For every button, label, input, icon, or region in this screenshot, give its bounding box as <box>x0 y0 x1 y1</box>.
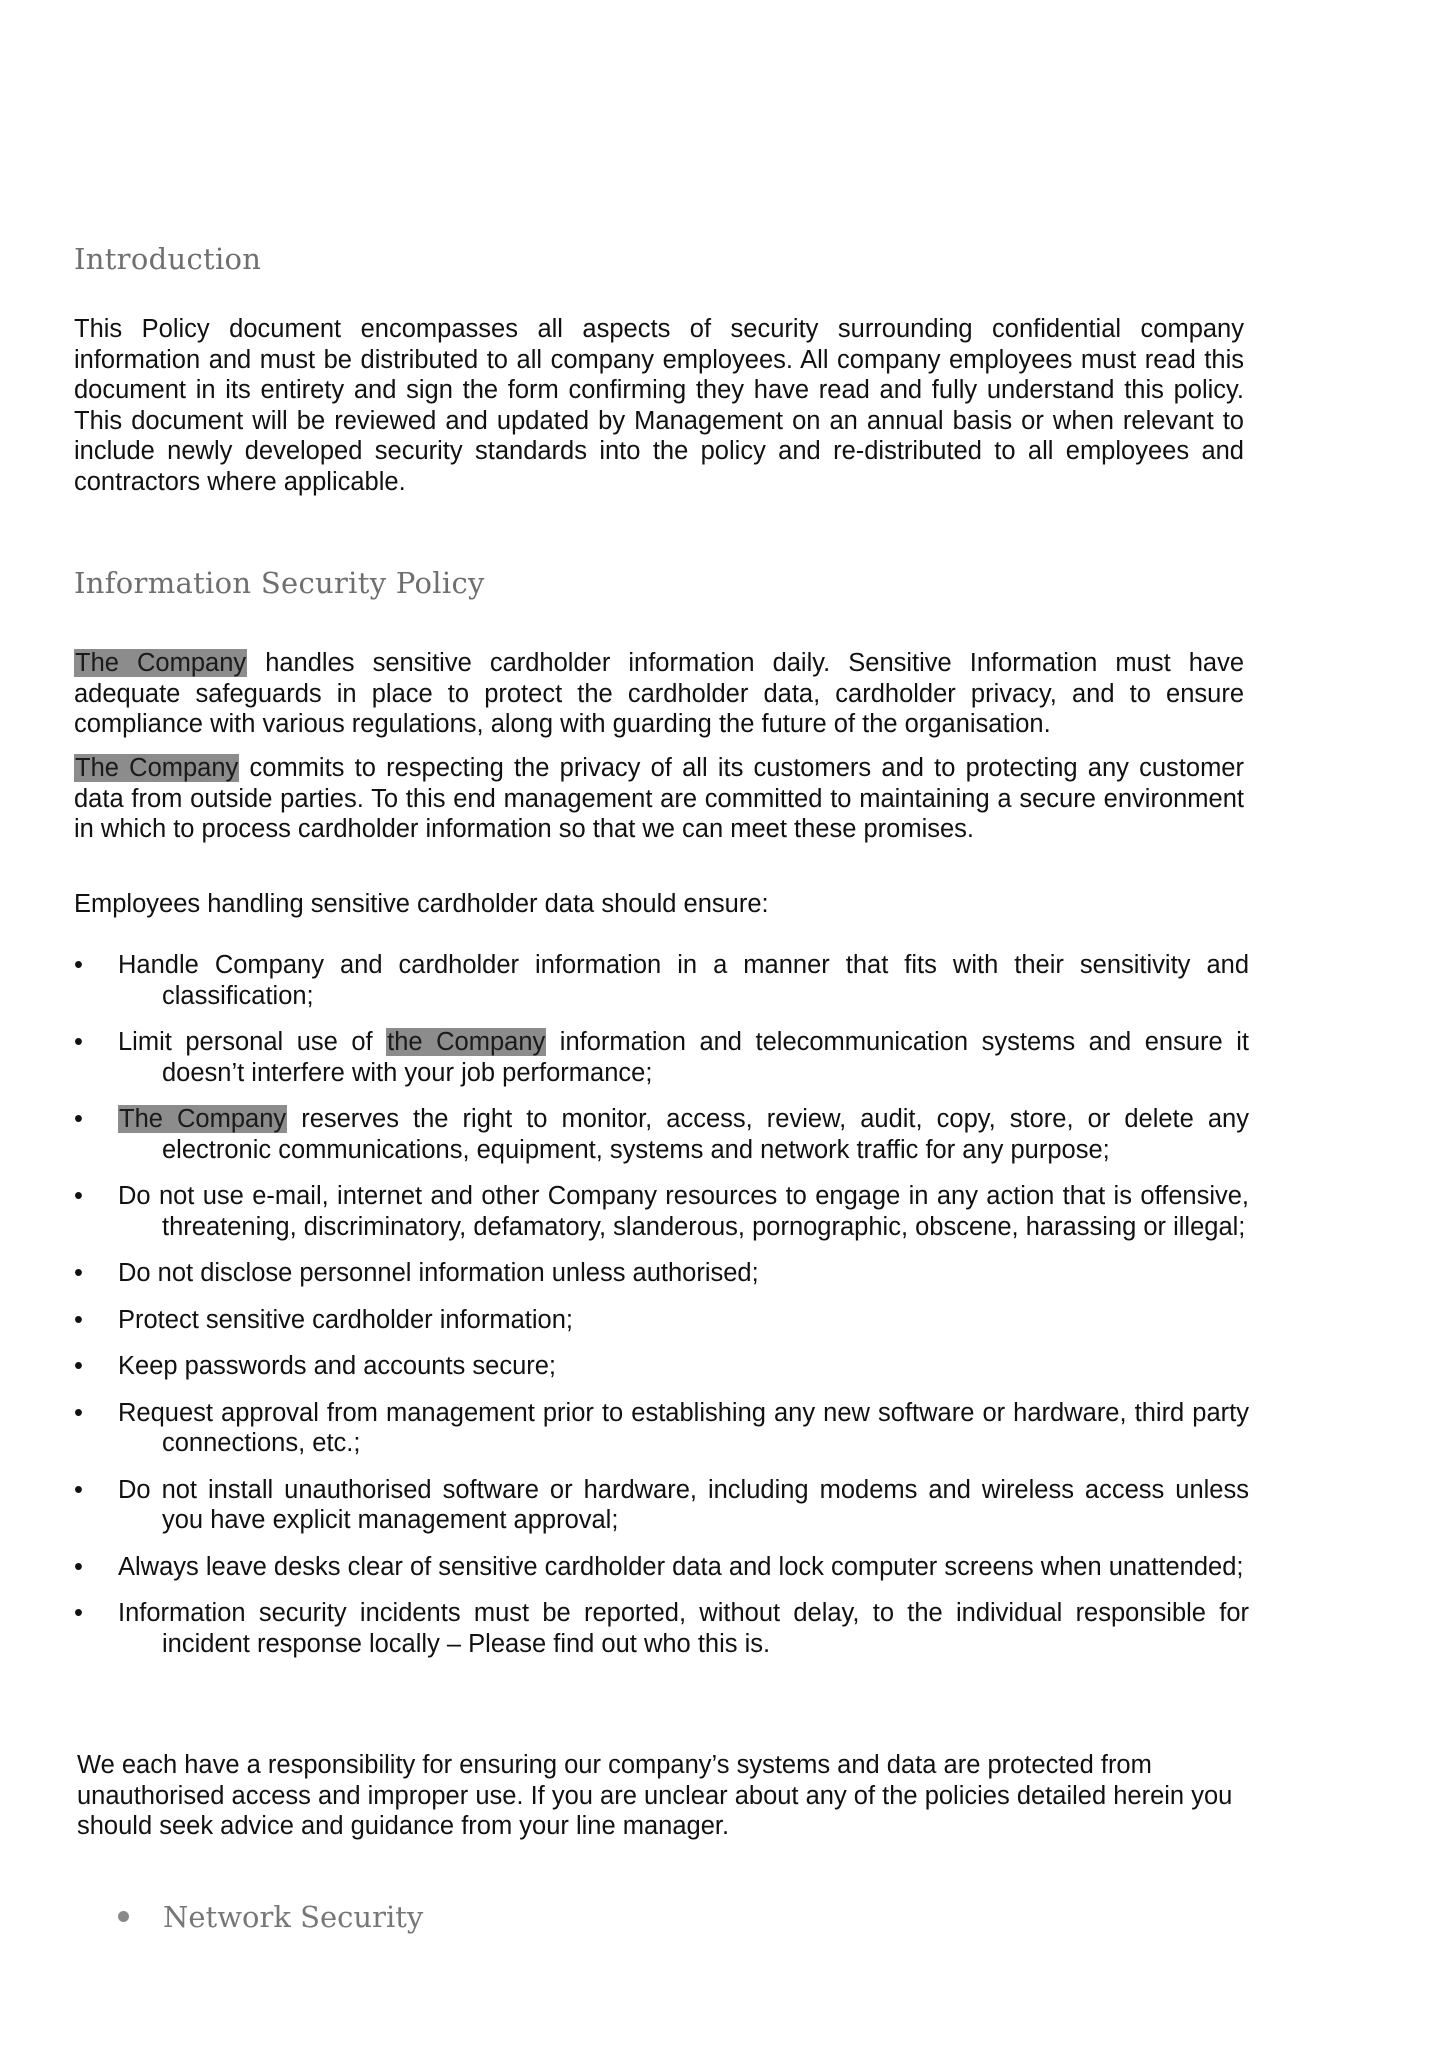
bullet-icon: • <box>74 951 83 979</box>
bullet-icon: • <box>74 1352 83 1380</box>
list-item-text: Keep passwords and accounts secure; <box>118 1352 557 1380</box>
list-item-text: Do not install unauthorised software or hardware, including modems and wireless access unless you have explicit management approval; <box>118 1475 1249 1534</box>
redacted-company-name: The Company <box>75 649 247 677</box>
list-item <box>74 1475 1249 1536</box>
redacted-company-name: The Company <box>119 1105 287 1133</box>
bullet-icon: • <box>74 1552 83 1581</box>
list-item-text: information and telecommunication systems and ensure it doesn’t interfere with your job performance; <box>162 1028 1249 1087</box>
list-item-text: reserves the right to monitor, access, review, audit, copy, store, or delete any electronic communications, equipment, systems and network traffic for any purpose; <box>162 1105 1249 1164</box>
bullet-icon: • <box>74 1259 83 1287</box>
bullet-icon: • <box>74 1475 83 1504</box>
list-item-text: Request approval from management prior to establishing any new software or hardware, third party connections, etc.; <box>118 1398 1249 1457</box>
list-item <box>74 1552 1249 1583</box>
bullet-icon: • <box>74 1105 83 1133</box>
bullet-icon: • <box>74 1599 83 1627</box>
policy-paragraph-1-text: handles sensitive cardholder information daily. Sensitive Information must have adequate safeguards in place to protect the cardholder data, cardholder privacy, and to ensure compliance with various regulations, along with guarding the future of the organisation. <box>74 649 1244 738</box>
policy-paragraph-2 <box>74 753 1244 845</box>
bullet-icon: • <box>74 1305 83 1334</box>
redacted-company-name: The Company <box>75 754 239 782</box>
network-security-heading <box>118 1900 423 1934</box>
list-item-text: Do not disclose personnel information unless authorised; <box>118 1259 759 1287</box>
introduction-heading: Introduction <box>74 242 262 276</box>
list-item <box>74 1181 1249 1242</box>
list-item <box>74 950 1249 1011</box>
list-item <box>74 1305 1249 1336</box>
information-security-policy-heading: Information Security Policy <box>74 566 485 600</box>
bullet-icon <box>118 1911 129 1922</box>
list-item-text: Handle Company and cardholder information in a manner that fits with their sensitivity and classification; <box>118 951 1249 1010</box>
list-item <box>74 1027 1249 1088</box>
list-item <box>74 1104 1249 1165</box>
bullet-icon: • <box>74 1182 83 1210</box>
list-item <box>74 1398 1249 1459</box>
list-item-text: Always leave desks clear of sensitive cardholder data and lock computer screens when unattended; <box>118 1552 1244 1581</box>
network-security-heading-text: Network Security <box>163 1900 424 1934</box>
list-item-text: Do not use e-mail, internet and other Company resources to engage in any action that is offensive, threatening, discriminatory, defamatory, slanderous, pornographic, obscene, harassing or illegal; <box>118 1182 1249 1241</box>
list-item <box>74 1351 1249 1382</box>
bullet-icon: • <box>74 1028 83 1056</box>
employees-intro-line: Employees handling sensitive cardholder data should ensure: <box>74 890 769 918</box>
list-item-text: Protect sensitive cardholder information; <box>118 1305 573 1334</box>
introduction-paragraph: This Policy document encompasses all aspects of security surrounding confidential company information and must be distributed to all company employees. All company employees must read this document in its entirety and sign the form confirming they have read and fully understand this policy. This document will be reviewed and updated by Management on an annual basis or when relevant to include newly developed security standards into the policy and re-distributed to all employees and contractors where applicable. <box>74 315 1244 496</box>
closing-paragraph: We each have a responsibility for ensuring our company’s systems and data are protected from unauthorised access and improper use. If you are unclear about any of the policies detailed herein you should seek advice and guidance from your line manager. <box>77 1751 1233 1840</box>
redacted-company-name: the Company <box>387 1028 546 1056</box>
list-item <box>74 1598 1249 1659</box>
employee-obligations-list <box>74 950 1249 1675</box>
policy-paragraph-2-text: commits to respecting the privacy of all its customers and to protecting any customer data from outside parties. To this end management are committed to maintaining a secure environment in which to process cardholder information so that we can meet these promises. <box>74 754 1244 843</box>
list-item-text: Information security incidents must be reported, without delay, to the individual responsible for incident response locally – Please find out who this is. <box>118 1599 1249 1658</box>
policy-paragraph-1 <box>74 648 1244 740</box>
list-item <box>74 1258 1249 1289</box>
list-item-text: Limit personal use of <box>118 1028 387 1056</box>
bullet-icon: • <box>74 1398 83 1427</box>
